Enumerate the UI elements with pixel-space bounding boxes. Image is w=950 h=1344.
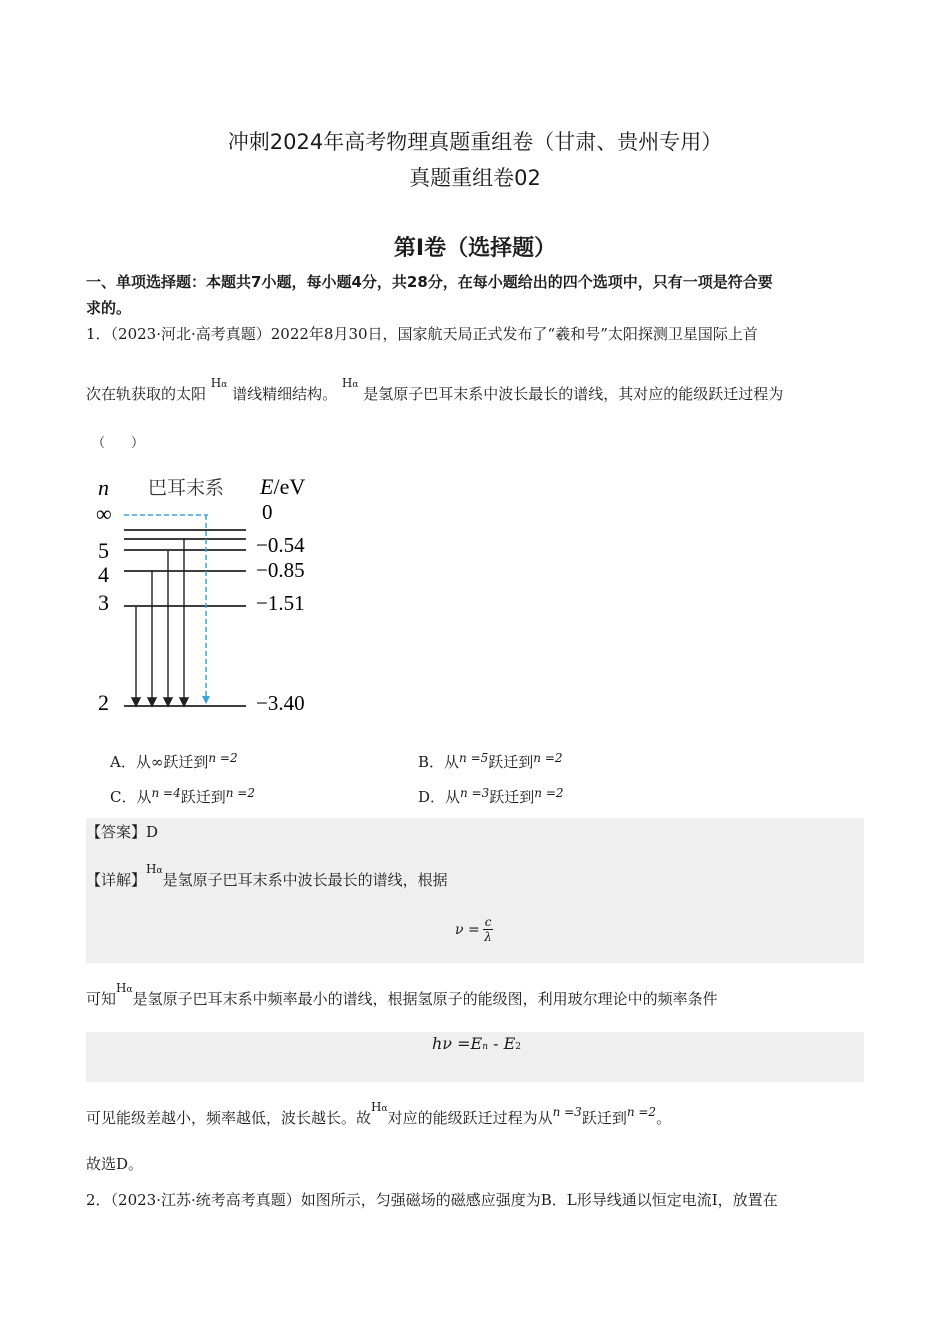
option-d-mid: 跃迁到 [489,788,535,806]
level-label-3: 3 [98,590,109,615]
answer-para3 [86,1100,672,1135]
arrowhead-6-to-2 [180,698,188,706]
section-heading: 第I卷（选择题） [393,236,557,261]
energy-value-5: −0.54 [256,533,305,557]
level-label-4: 4 [98,562,109,587]
answer-conclusion: 故选D。 [86,1155,144,1173]
option-d-eq: n =2 [534,786,564,800]
option-b-eq: n =2 [533,751,563,765]
para2-a: 可知 [86,990,117,1008]
option-a-eq: n =2 [208,751,238,765]
option-b[interactable] [418,748,563,777]
diagram-energy-label: E/eV [260,474,306,499]
level-label-5: 5 [98,538,109,563]
formula-nu [455,915,493,944]
option-c-mid: 跃迁到 [180,788,226,806]
h-alpha-symbol: Hα [341,376,359,390]
option-b-n: n =5 [459,751,489,765]
answer-para2 [86,981,718,1016]
detail-label: 【详解】 [86,871,147,889]
energy-value-3: −1.51 [256,591,305,615]
option-a-text: A．从∞跃迁到 [110,753,209,771]
arrowhead-inf-to-2 [202,696,210,704]
energy-level-diagram [90,470,330,720]
option-d-n: n =3 [460,786,490,800]
option-a[interactable] [110,748,238,777]
para3-eq: n =2 [626,1105,657,1119]
option-c[interactable] [110,783,255,812]
instructions-line2: 求的。 [86,299,132,317]
option-c-n: n =4 [151,786,181,800]
level-label-inf: ∞ [96,501,112,526]
para3-a: 可见能级差越小，频率越低，波长越长。故 [86,1109,372,1127]
para3-c: 跃迁到 [581,1109,627,1127]
h-alpha-symbol: Hα [116,981,133,995]
q2-line1: 2．（2023·江苏·统考高考真题）如图所示，匀强磁场的磁感应强度为B．L形导线通以恒定电流I，放置在 [86,1191,778,1209]
option-b-mid: 跃迁到 [488,753,534,771]
option-b-prefix: B．从 [418,753,460,771]
energy-value-4: −0.85 [256,558,305,582]
formula-nu-lhs: ν = [455,921,480,938]
diagram-series-label: 巴耳末系 [148,478,225,499]
arrowhead-5-to-2 [164,698,172,706]
q1-line2-a: 次在轨获取的太阳 [86,385,207,403]
document-subtitle: 真题重组卷02 [409,166,541,190]
h-alpha-symbol: Hα [210,376,228,390]
option-c-prefix: C．从 [110,788,152,806]
answer-detail [86,862,448,897]
h-alpha-symbol: Hα [146,862,163,876]
energy-value-0: 0 [262,500,273,524]
detail-text: 是氢原子巴耳末系中波长最长的谱线，根据 [162,871,448,889]
formula-nu-fraction: $\frac{c}{\lambda}$ [484,915,492,944]
q1-line1: 1．（2023·河北·高考真题）2022年8月30日，国家航天局正式发布了“羲和号”太阳探测卫星国际上首 [86,325,758,343]
h-alpha-symbol: Hα [371,1100,388,1114]
diagram-n-label: n [98,475,109,500]
option-d-prefix: D．从 [418,788,461,806]
formula-frequency-condition: hν =En - E2 [432,1034,521,1053]
option-d[interactable] [418,783,564,812]
instructions-line1: 一、单项选择题：本题共7小题，每小题4分，共28分，在每小题给出的四个选项中，只有一项是符合要 [86,273,773,291]
answer-label: 【答案】D [86,823,159,841]
para3-n: n =3 [552,1105,582,1119]
para3-end: 。 [656,1109,672,1127]
q1-line2-c: 是氢原子巴耳末系中波长最长的谱线，其对应的能级跃迁过程为 [363,385,784,403]
para2-b: 是氢原子巴耳末系中频率最小的谱线，根据氢原子的能级图，利用玻尔理论中的频率条件 [132,990,718,1008]
document-title: 冲刺2024年高考物理真题重组卷（甘肃、贵州专用） [227,130,723,154]
arrowhead-4-to-2 [148,698,156,706]
option-c-eq: n =2 [225,786,255,800]
para3-b: 对应的能级跃迁过程为从 [387,1109,553,1127]
q1-line2-b: 谱线精细结构。 [232,385,338,403]
level-label-2: 2 [98,690,109,715]
q1-answer-paren: （ ） [92,436,145,451]
arrowhead-3-to-2 [132,698,140,706]
q1-line2 [86,376,784,411]
energy-value-2: −3.40 [256,691,305,715]
